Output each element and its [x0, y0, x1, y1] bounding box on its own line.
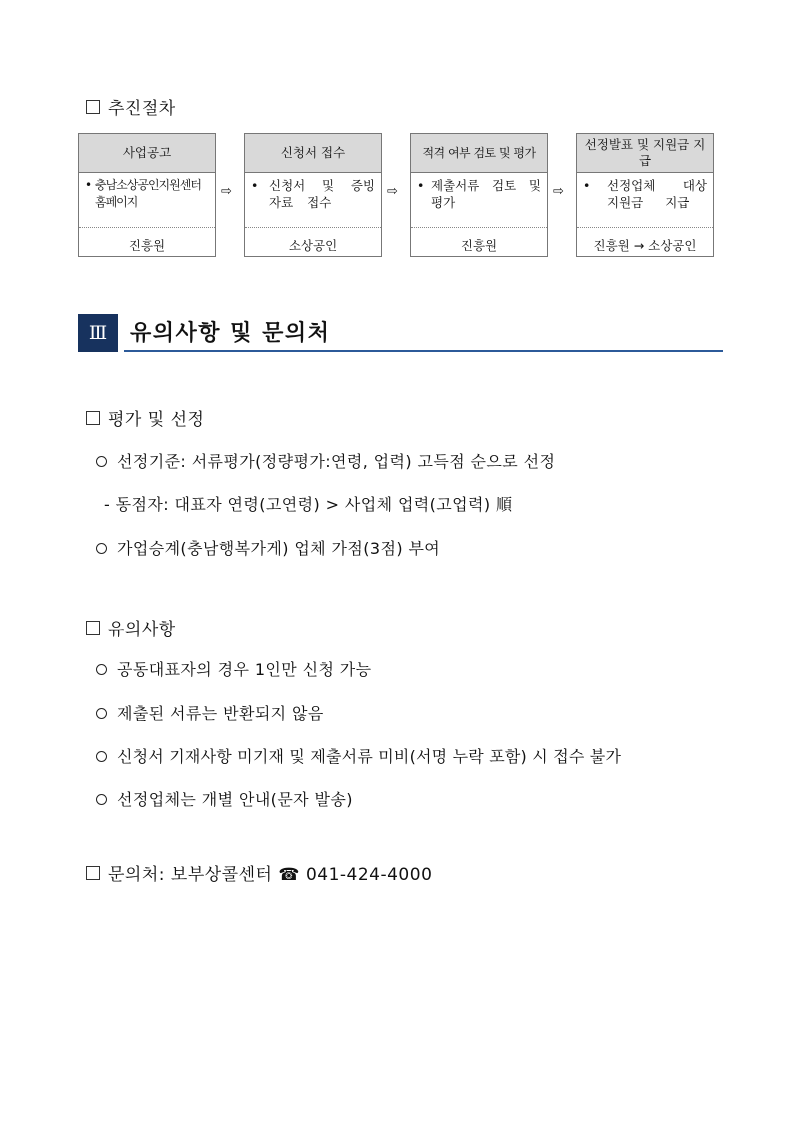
checkbox-square-icon [86, 411, 100, 425]
step-desc: • 제출서류 검토 및 평가 [411, 173, 547, 228]
evaluation-item: 선정기준: 서류평가(정량평가:연령, 업력) 고득점 순으로 선정 [96, 449, 555, 472]
notes-item: 선정업체는 개별 안내(문자 발송) [96, 787, 353, 810]
circle-bullet-icon [96, 708, 107, 719]
arrow-right-icon: ⇨ [221, 184, 232, 199]
section-number-badge: Ⅲ [78, 314, 118, 352]
section-title: 유의사항 및 문의처 [130, 321, 331, 346]
step-actor: 진흥원 [460, 237, 498, 253]
checkbox-square-icon [86, 866, 100, 880]
step-desc: • 선정업체 대상 지원금 지급 [577, 173, 713, 228]
notes-heading: 유의사항 [86, 615, 176, 640]
bullet-icon: • [251, 178, 259, 193]
step-actor: 소상공인 [288, 237, 338, 253]
step-title: 신청서 접수 [245, 134, 381, 173]
arrow-right-icon: ⇨ [553, 184, 564, 199]
procedure-heading: 추진절차 [86, 94, 176, 119]
bullet-icon: • [85, 178, 92, 192]
notes-item: 제출된 서류는 반환되지 않음 [96, 701, 324, 724]
evaluation-item: 가업승계(충남행복가게) 업체 가점(3점) 부여 [96, 536, 440, 559]
circle-bullet-icon [96, 794, 107, 805]
circle-bullet-icon [96, 664, 107, 675]
step-title: 적격 여부 검토 및 평가 [411, 134, 547, 173]
checkbox-square-icon [86, 621, 100, 635]
contact-phone: 041-424-4000 [305, 865, 433, 885]
step-title: 사업공고 [79, 134, 215, 173]
step-desc: • 신청서 및 증빙 자료 접수 [245, 173, 381, 228]
bullet-icon: • [417, 178, 425, 193]
step-actor: 진흥원 [128, 237, 166, 253]
contact-name: 보부상콜센터 [170, 865, 273, 885]
step-box-2 [244, 133, 382, 257]
circle-bullet-icon [96, 543, 107, 554]
contact-line [86, 860, 432, 885]
step-desc: • 충남소상공인지원센터 홈페이지 [79, 173, 215, 228]
evaluation-subitem: - 동점자: 대표자 연령(고연령) > 사업체 업력(고업력) 順 [104, 495, 513, 514]
contact-label: 문의처: [108, 865, 165, 885]
bullet-icon: • [583, 178, 591, 193]
circle-bullet-icon [96, 751, 107, 762]
circle-bullet-icon [96, 456, 107, 467]
step-title: 선정발표 및 지원금 지급 [577, 134, 713, 173]
checkbox-square-icon [86, 100, 100, 114]
evaluation-heading: 평가 및 선정 [86, 405, 204, 430]
phone-icon: ☎ [278, 865, 301, 885]
step-box-3 [410, 133, 548, 257]
step-box-4 [576, 133, 714, 257]
arrow-right-icon: ⇨ [387, 184, 398, 199]
step-actor: 진흥원 → 소상공인 [593, 237, 697, 253]
section-underline [124, 350, 723, 352]
notes-item: 공동대표자의 경우 1인만 신청 가능 [96, 657, 372, 680]
step-box-1 [78, 133, 216, 257]
notes-item: 신청서 기재사항 미기재 및 제출서류 미비(서명 누락 포함) 시 접수 불가 [96, 744, 621, 767]
